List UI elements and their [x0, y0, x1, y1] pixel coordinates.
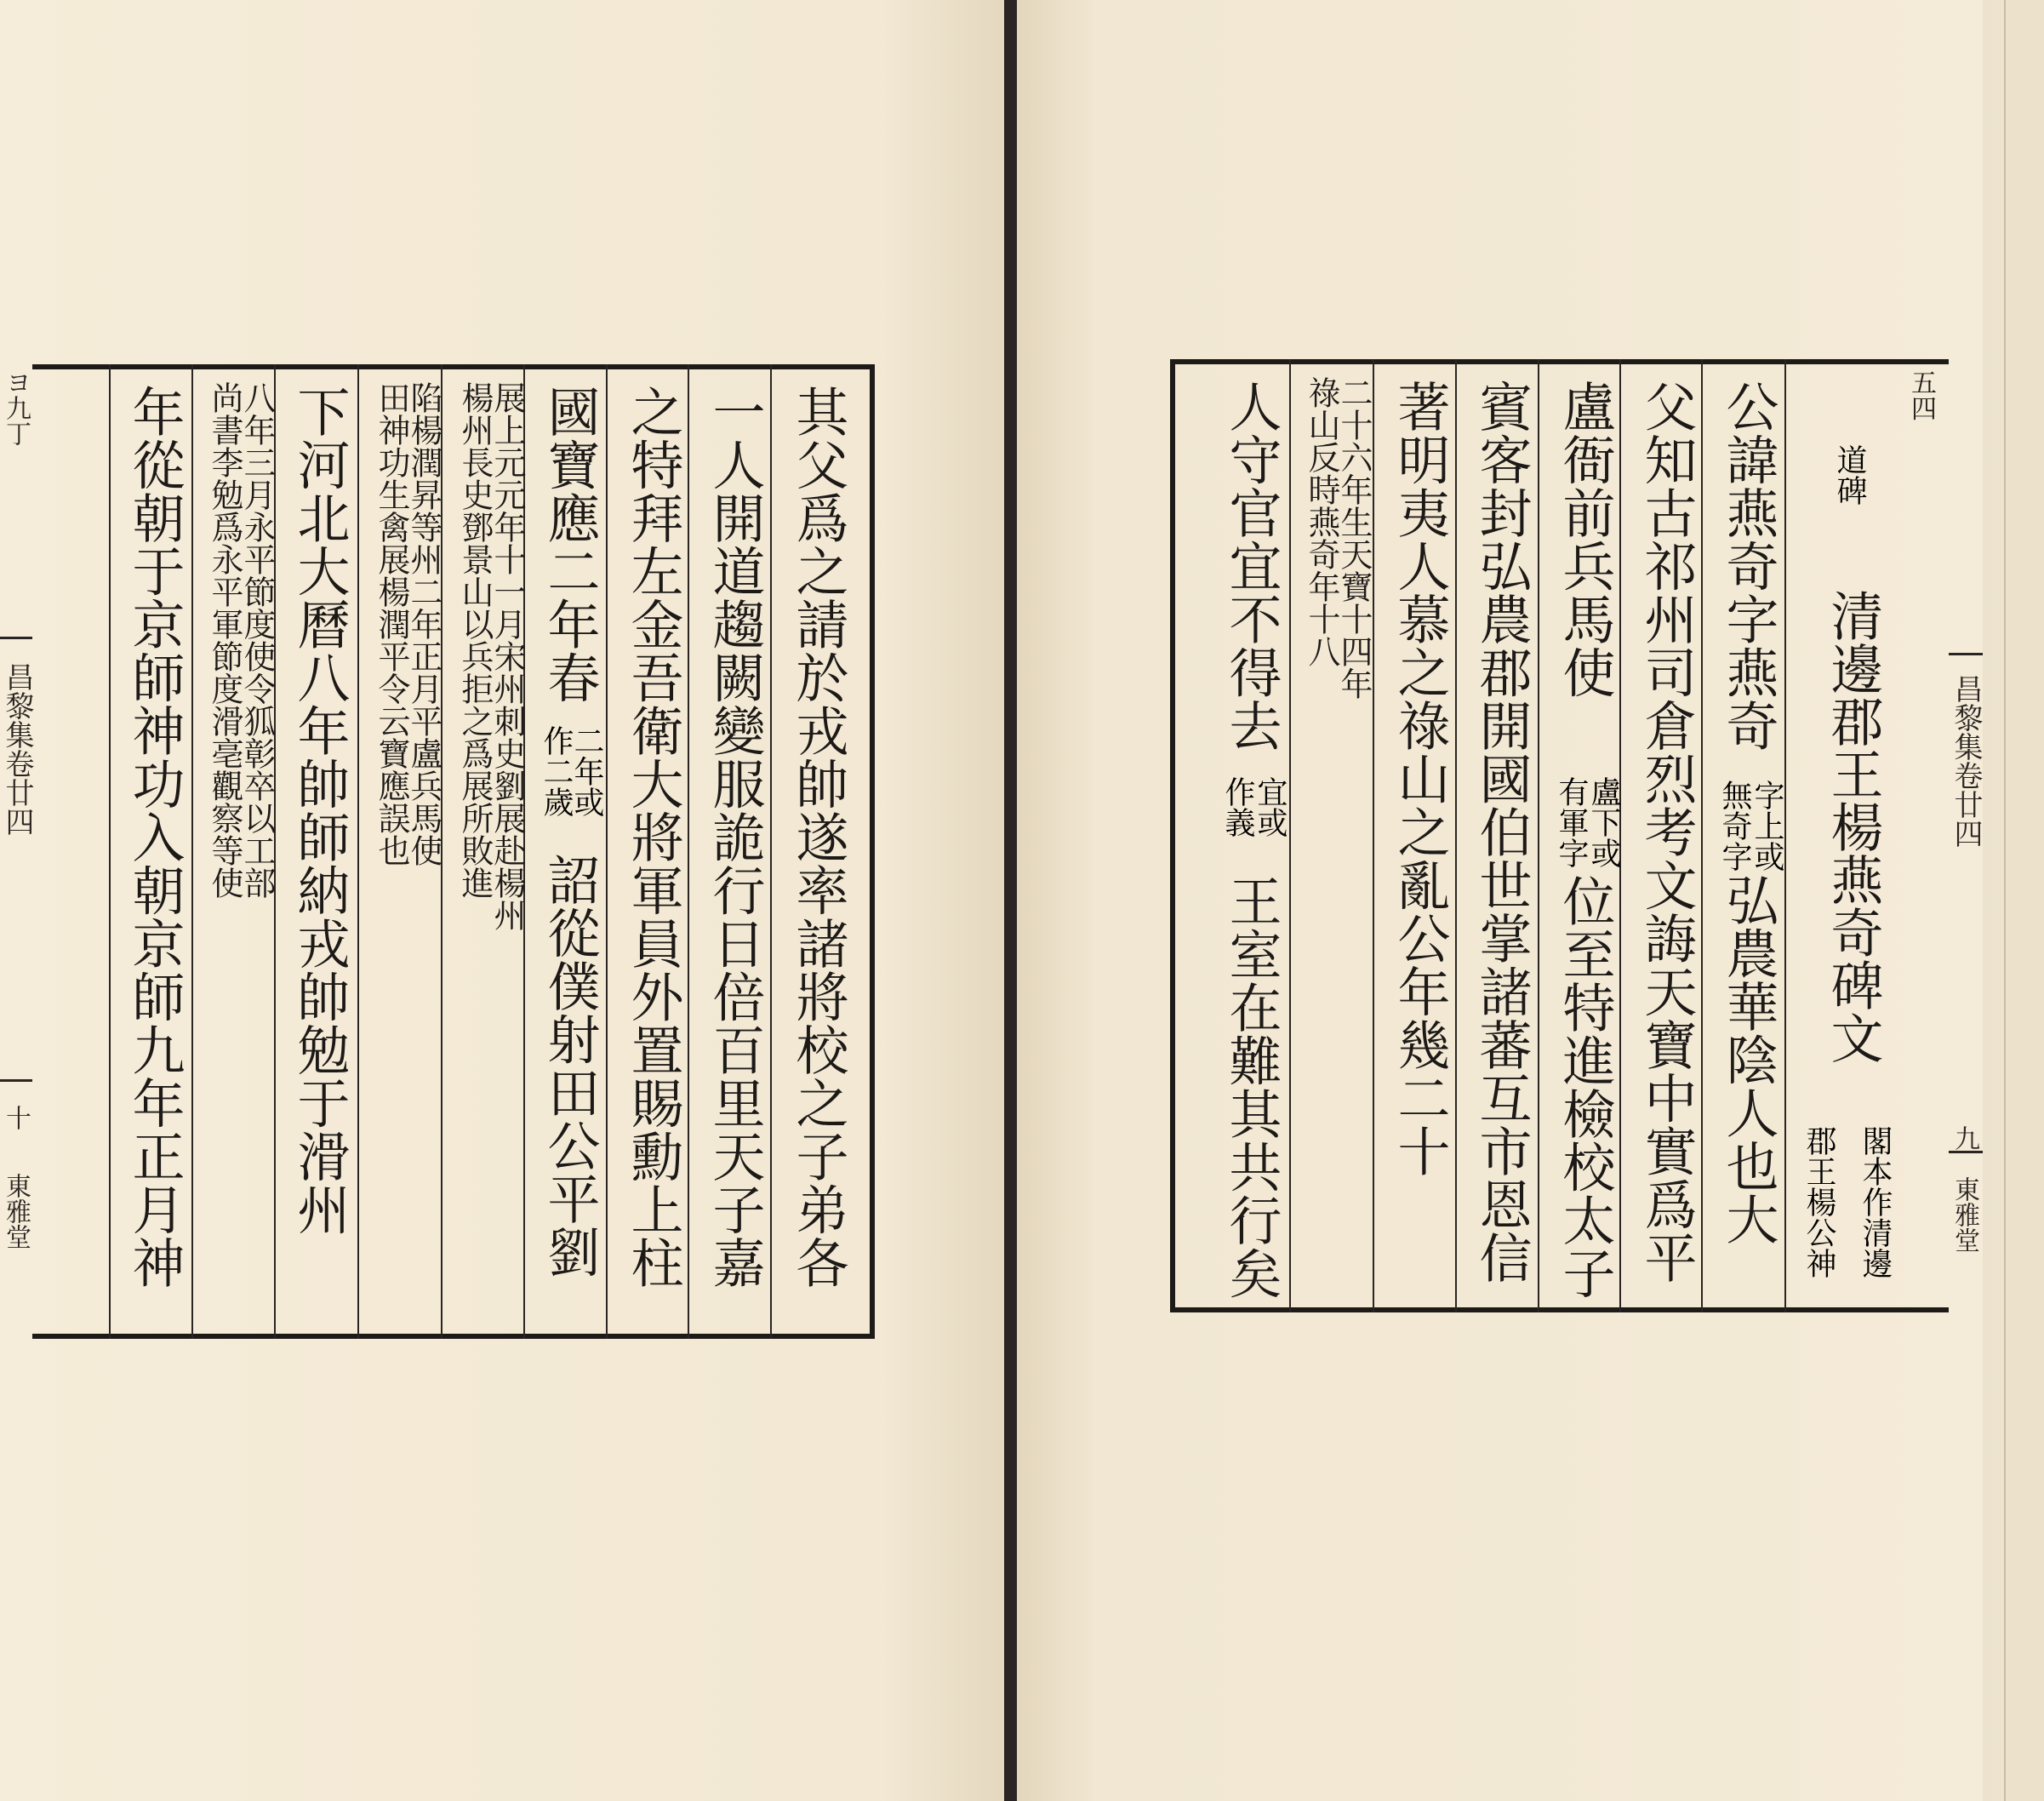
right-col-3: 父知古祁州司倉烈考文誨天寶中實爲平: [1636, 380, 1698, 1284]
left-col-6: [373, 381, 442, 1322]
left-col-8-b: 尚書李勉爲永平軍節度滑亳觀察等使: [206, 381, 243, 899]
left-col-7: 下河北大曆八年帥師納戎帥勉于滑州: [288, 385, 351, 1236]
left-col-2: 一人開道趨闕變服詭行日倍百里天子嘉: [704, 385, 766, 1289]
right-page: [1017, 0, 2004, 1801]
right-col-4-head: 盧衙前兵馬使: [1554, 380, 1616, 699]
title-note-a: 閣本作清邊: [1858, 1125, 1893, 1278]
right-col-7: [1303, 376, 1373, 1295]
right-folio-title: 昌黎集卷廿四: [1949, 674, 1983, 848]
column-rule: [109, 364, 111, 1339]
left-text-block: [60, 364, 868, 1339]
right-folio-page: 九: [1950, 1125, 1979, 1151]
right-col-2: [1717, 380, 1784, 1295]
left-col-5-a: 展上元元年十一月宋州刺史劉展赴楊州: [488, 381, 526, 931]
column-rule: [357, 364, 359, 1339]
left-col-1: 其父爲之請於戎帥遂率諸將校之子弟各: [787, 385, 849, 1289]
right-text-block: [1179, 359, 1949, 1312]
right-folio-top: 五四: [1906, 369, 1936, 421]
fish-tail-line-lower: [1949, 1151, 1983, 1153]
column-rule: [1701, 359, 1703, 1312]
left-page: [0, 0, 1004, 1801]
left-col-6-a: 陷楊潤昇等州二年正月平盧兵馬使: [405, 381, 442, 866]
column-rule: [1538, 359, 1539, 1312]
left-col-5: [456, 381, 526, 1322]
right-col-8-note-b: 作義: [1220, 776, 1255, 838]
right-col-7-b: 祿山反時燕奇年十八: [1303, 376, 1340, 667]
left-centerfold: [0, 364, 32, 1339]
right-col-8-head: 人守官宜不得去: [1220, 380, 1282, 752]
right-col-2-head: 公諱燕奇字燕奇: [1717, 380, 1779, 752]
right-col-title: [1801, 376, 1893, 1295]
left-col-4-note-a: 二年或: [569, 725, 604, 817]
fish-tail-line: [0, 637, 32, 639]
left-col-9: 年從朝于京師神功入朝京師九年正月神: [123, 385, 186, 1289]
fish-tail-line: [1949, 653, 1983, 655]
right-col-8-note-a: 宜或: [1253, 776, 1287, 838]
right-centerfold: [1949, 359, 1983, 1312]
title-note-road: 道碑: [1832, 444, 1867, 506]
right-col-4: [1554, 380, 1621, 1300]
column-rule: [1455, 359, 1457, 1312]
left-folio-press: 東雅堂: [1, 1173, 31, 1249]
right-col-2-note-b: 無奇字: [1717, 780, 1752, 872]
column-rule: [1373, 359, 1374, 1312]
right-folio-press: 東雅堂: [1950, 1176, 1979, 1253]
right-col-2-tail: 弘農華陰人也大: [1717, 873, 1779, 1246]
left-col-4-tail: 詔從僕射田公平劉: [539, 853, 601, 1278]
left-col-6-b: 田神功生禽展楊潤平令云寶應誤也: [373, 381, 410, 866]
right-col-4-note-a: 盧下或: [1586, 776, 1621, 868]
column-rule: [688, 364, 689, 1339]
column-rule: [191, 364, 193, 1339]
column-rule: [1784, 359, 1786, 1312]
left-col-8: [206, 381, 276, 1322]
left-col-3: 之特拜左金吾衛大將軍員外置賜勳上柱: [622, 385, 684, 1289]
left-col-4: [539, 385, 604, 1322]
right-col-4-note-b: 有軍字: [1554, 776, 1589, 868]
right-col-7-a: 二十六年生天寶十四年: [1335, 376, 1373, 700]
document-title: 清邊郡王楊燕奇碑文: [1822, 589, 1884, 1064]
left-col-8-a: 八年三月永平節度使令狐彰卒以工部: [238, 381, 276, 899]
right-col-5: 賓客封弘農郡開國伯世掌諸蕃互市恩信: [1470, 380, 1533, 1284]
book-edge: [2004, 0, 2044, 1801]
left-col-5-b: 楊州長史鄧景山以兵拒之爲展所敗進: [456, 381, 494, 899]
right-col-2-note-a: 字上或: [1750, 780, 1784, 872]
column-rule: [770, 364, 772, 1339]
left-col-4-head: 國寶應二年春: [539, 385, 601, 704]
column-rule: [1289, 359, 1291, 1312]
left-folio-top: ヨ九丁: [1, 369, 31, 446]
right-col-8-tail: 王室在難其共行矣: [1220, 874, 1282, 1300]
right-col-8: [1220, 380, 1287, 1300]
fish-tail-line-lower: [0, 1079, 32, 1082]
left-col-4-note-b: 作二歲: [539, 725, 574, 817]
column-rule: [606, 364, 608, 1339]
right-col-6: 著明夷人慕之祿山之亂公年幾二十: [1389, 380, 1451, 1178]
left-folio-title: 昌黎集卷廿四: [0, 662, 34, 836]
right-col-4-tail: 位至特進檢校太子: [1554, 874, 1616, 1300]
title-note-b: 郡王楊公神: [1801, 1125, 1836, 1278]
left-folio-page: 十: [1, 1105, 31, 1130]
